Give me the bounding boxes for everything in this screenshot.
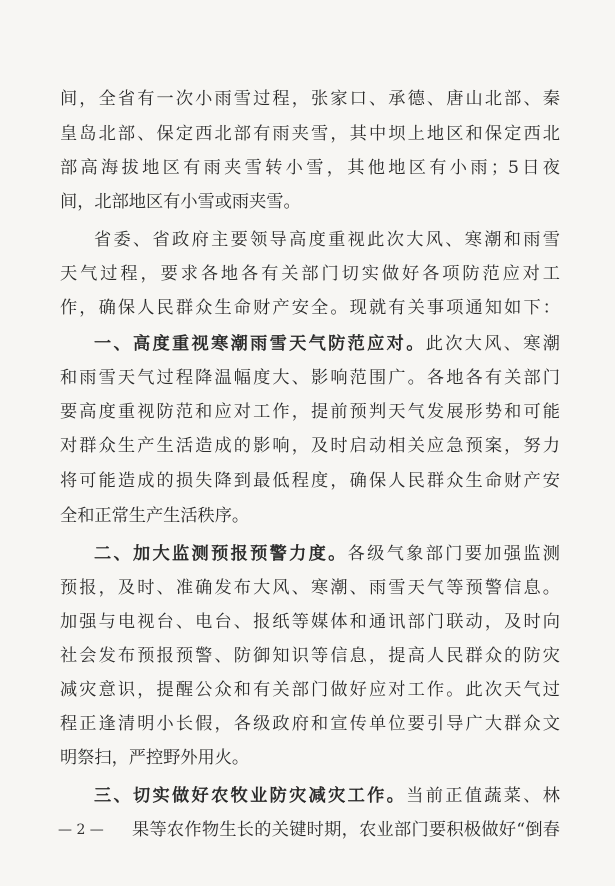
text-line: 明祭扫，严控野外用火。 xyxy=(60,748,250,768)
text-line: 全和正常生产生活秩序。 xyxy=(60,506,250,526)
section-1-first-line xyxy=(94,333,560,355)
section-text: 当前正值蔬菜、林 xyxy=(406,786,560,806)
text-line: 减灾意识，提醒公众和有关部门做好应对工作。此次天气过 xyxy=(60,680,560,700)
text-line: 间，北部地区有小雪或雨夹雪。 xyxy=(60,192,301,212)
section-text: 此次大风、寒潮 xyxy=(425,334,560,354)
text-line: 加强与电视台、电台、报纸等媒体和通讯部门联动，及时向 xyxy=(60,612,560,632)
text-line: 果等农作物生长的关键时期，农业部门要积极做好“倒春 xyxy=(132,820,560,840)
section-2-first-line xyxy=(94,543,560,565)
text-line: 作，确保人民群众生命财产安全。现就有关事项通知如下： xyxy=(60,298,560,318)
text-line: 部高海拔地区有雨夹雪转小雪，其他地区有小雨；5日夜 xyxy=(60,158,560,178)
text-line: 间，全省有一次小雨雪过程，张家口、承德、唐山北部、秦 xyxy=(60,89,560,109)
text-line: 将可能造成的损失降到最低程度，确保人民群众生命财产安 xyxy=(60,471,560,491)
section-heading: 一、高度重视寒潮雨雪天气防范应对。 xyxy=(94,334,426,354)
text-line: 对群众生产生活造成的影响，及时启动相关应急预案，努力 xyxy=(60,436,560,456)
section-3-first-line xyxy=(94,785,560,807)
text-line: 和雨雪天气过程降温幅度大、影响范围广。各地各有关部门 xyxy=(60,368,560,388)
text-line: 社会发布预报预警、防御知识等信息，提高人民群众的防灾 xyxy=(60,646,560,666)
section-heading: 二、加大监测预报预警力度。 xyxy=(94,544,348,564)
text-line: 要高度重视防范和应对工作，提前预判天气发展形势和可能 xyxy=(60,402,560,422)
section-heading: 三、切实做好农牧业防灾减灾工作。 xyxy=(94,786,407,806)
text-line: 天气过程，要求各地各有关部门切实做好各项防范应对工 xyxy=(60,264,560,284)
text-line: 省委、省政府主要领导高度重视此次大风、寒潮和雨雪 xyxy=(94,230,560,250)
section-text: 各级气象部门要加强监测 xyxy=(347,544,560,564)
text-line: 皇岛北部、保定西北部有雨夹雪，其中坝上地区和保定西北 xyxy=(60,124,560,144)
text-line: 程正逢清明小长假，各级政府和宣传单位要引导广大群众文 xyxy=(60,714,560,734)
text-line: 预报，及时、准确发布大风、寒潮、雨雪天气等预警信息。 xyxy=(60,578,560,598)
page-number: — 2 — xyxy=(58,822,104,838)
